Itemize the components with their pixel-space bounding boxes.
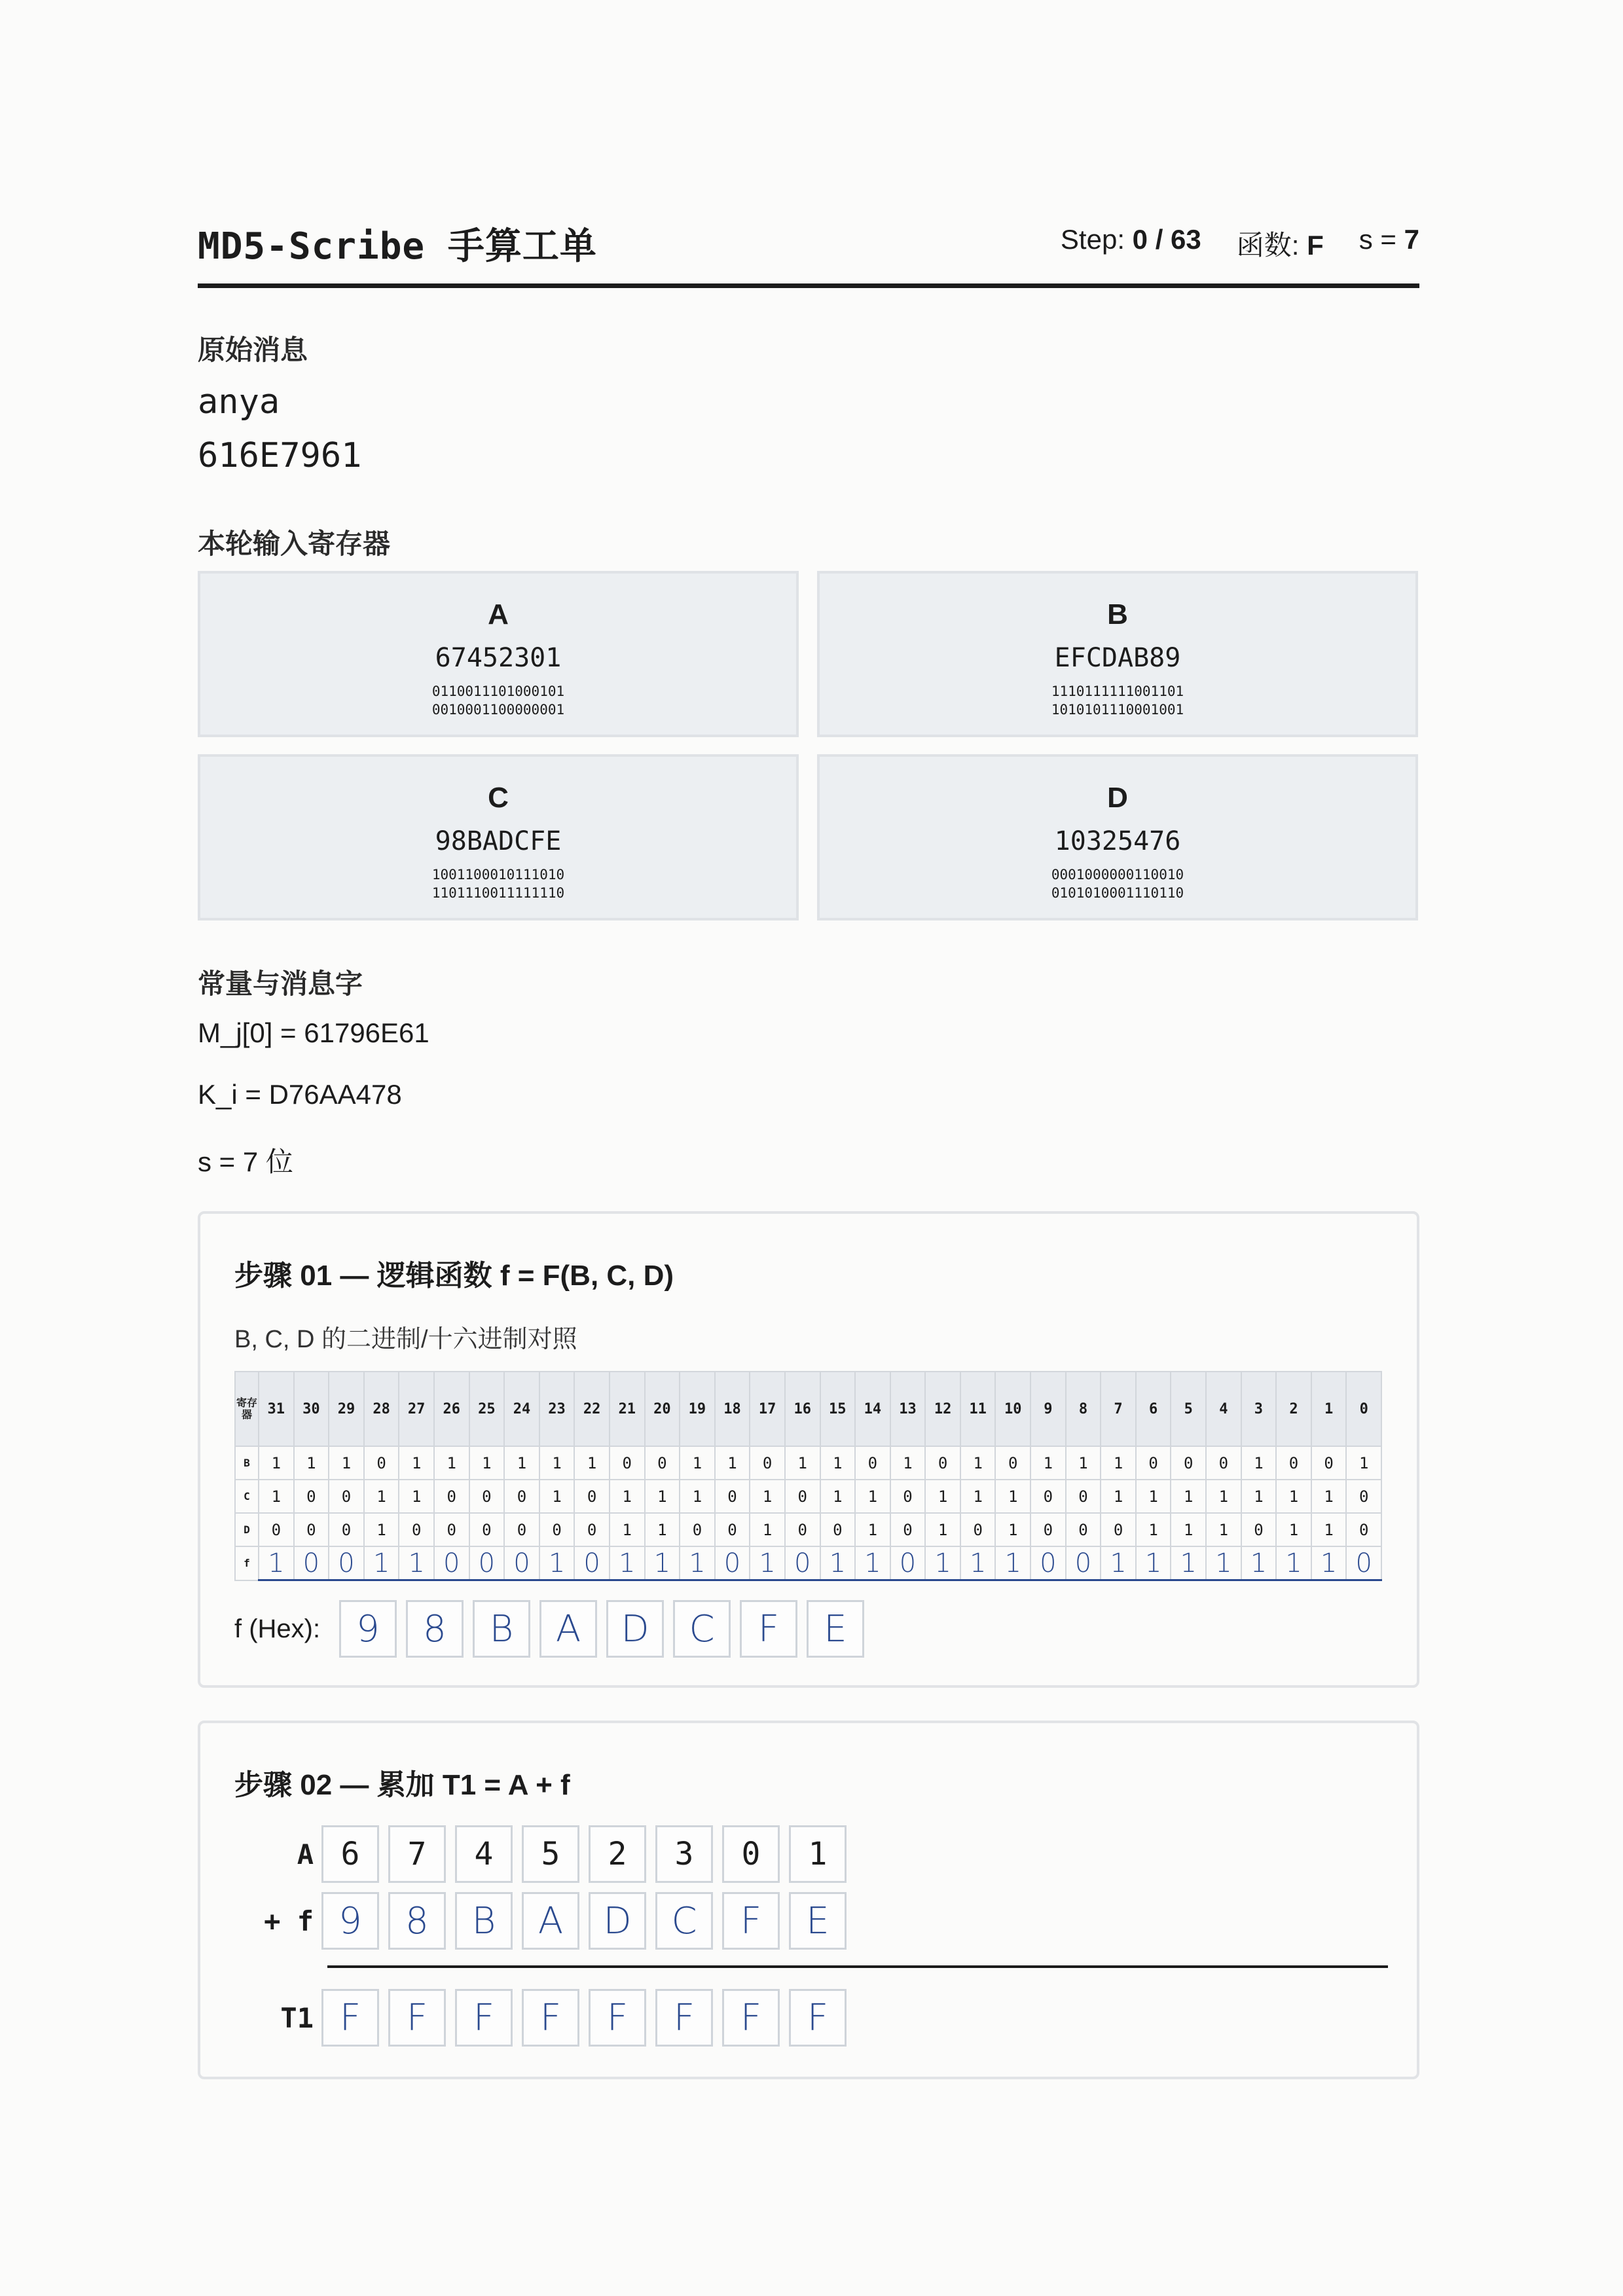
bit-cell: 0 <box>434 1480 469 1513</box>
f-bit-cell[interactable]: 1 <box>364 1546 399 1580</box>
bit-cell: 0 <box>715 1513 750 1546</box>
bit-position-header: 17 <box>750 1372 785 1446</box>
round-constant: K_i = D76AA478 <box>198 1079 402 1110</box>
message-text: anya <box>198 382 280 422</box>
register-hex: EFCDAB89 <box>1054 643 1181 673</box>
f-digit-box[interactable]: B <box>455 1892 513 1950</box>
bit-cell: 0 <box>329 1513 364 1546</box>
f-bit-cell[interactable]: 0 <box>504 1546 539 1580</box>
bit-cell: 0 <box>820 1513 856 1546</box>
addend-f-label: + f <box>264 1904 314 1937</box>
register-name: B <box>1107 598 1128 630</box>
bit-position-header: 20 <box>645 1372 680 1446</box>
result-t1-label: T1 <box>280 2001 314 2034</box>
t1-digit-box[interactable]: F <box>455 1989 513 2047</box>
bit-cell: 1 <box>1171 1513 1206 1546</box>
f-hex-digit-box[interactable]: D <box>606 1600 664 1658</box>
bit-position-header: 26 <box>434 1372 469 1446</box>
step-1-title: 步骤 01 — 逻辑函数 f = F(B, C, D) <box>234 1260 674 1292</box>
f-digit-box[interactable]: 9 <box>321 1892 379 1950</box>
shift-indicator: s = 7 <box>1359 224 1419 255</box>
bit-position-header: 13 <box>890 1372 926 1446</box>
bit-cell: 1 <box>1136 1513 1171 1546</box>
bit-position-header: 3 <box>1241 1372 1277 1446</box>
f-bit-cell[interactable]: 0 <box>329 1546 364 1580</box>
bit-position-header: 5 <box>1171 1372 1206 1446</box>
register-name: C <box>488 782 509 814</box>
bit-position-header: 25 <box>469 1372 505 1446</box>
bit-position-header: 8 <box>1066 1372 1101 1446</box>
bit-position-header: 21 <box>610 1372 645 1446</box>
bit-position-header: 18 <box>715 1372 750 1446</box>
f-bit-cell[interactable]: 1 <box>259 1546 294 1580</box>
bit-row-label: B <box>235 1446 259 1480</box>
f-digit-box[interactable]: E <box>789 1892 847 1950</box>
bit-cell: 1 <box>399 1480 434 1513</box>
bit-position-header: 10 <box>995 1372 1030 1446</box>
bit-cell: 1 <box>960 1480 996 1513</box>
addend-a-row <box>200 1825 856 1883</box>
bit-cell: 0 <box>469 1480 505 1513</box>
bit-cell: 1 <box>855 1513 890 1546</box>
f-bit-cell[interactable]: 1 <box>539 1546 575 1580</box>
f-hex-label: f (Hex): <box>234 1614 321 1643</box>
f-bit-cell[interactable]: 1 <box>1136 1546 1171 1580</box>
sum-rule <box>327 1965 1388 1968</box>
bit-cell: 1 <box>259 1480 294 1513</box>
message-label: 原始消息 <box>198 335 308 365</box>
f-bit-cell[interactable]: 1 <box>1206 1546 1241 1580</box>
f-digit-box[interactable]: F <box>722 1892 780 1950</box>
bit-position-header: 14 <box>855 1372 890 1446</box>
header <box>198 215 1419 288</box>
bit-cell: 1 <box>645 1480 680 1513</box>
bit-position-header: 27 <box>399 1372 434 1446</box>
bit-cell: 0 <box>574 1480 610 1513</box>
bit-cell: 0 <box>1030 1513 1066 1546</box>
bit-cell: 1 <box>820 1480 856 1513</box>
bit-cell: 0 <box>294 1480 329 1513</box>
f-bit-cell[interactable]: 0 <box>469 1546 505 1580</box>
bit-cell: 1 <box>1311 1480 1347 1513</box>
bit-cell: 0 <box>785 1513 820 1546</box>
function-indicator: 函数: F <box>1236 230 1324 261</box>
step-2-title: 步骤 02 — 累加 T1 = A + f <box>234 1769 570 1801</box>
bit-cell: 0 <box>715 1480 750 1513</box>
bit-cell: 0 <box>960 1513 996 1546</box>
register-hex: 98BADCFE <box>435 826 562 856</box>
bit-position-header: 24 <box>504 1372 539 1446</box>
register-hex: 67452301 <box>435 643 562 673</box>
bit-cell: 1 <box>750 1480 785 1513</box>
a-digit-box: 7 <box>388 1825 446 1883</box>
bit-cell: 1 <box>1030 1446 1066 1480</box>
f-bit-cell[interactable]: 0 <box>294 1546 329 1580</box>
f-bit-cell[interactable]: 1 <box>399 1546 434 1580</box>
bit-cell: 1 <box>1101 1480 1136 1513</box>
f-hex-digit-box[interactable]: 8 <box>406 1600 464 1658</box>
t1-digit-box[interactable]: F <box>722 1989 780 2047</box>
f-hex-digit-box[interactable]: C <box>673 1600 731 1658</box>
a-digit-box: 0 <box>722 1825 780 1883</box>
bit-cell: 1 <box>995 1480 1030 1513</box>
bit-cell: 1 <box>574 1446 610 1480</box>
bit-cell: 0 <box>504 1480 539 1513</box>
f-bit-cell[interactable]: 1 <box>820 1546 856 1580</box>
message-word: M_j[0] = 61796E61 <box>198 1017 429 1048</box>
bit-cell: 0 <box>1346 1480 1381 1513</box>
bit-cell: 1 <box>364 1513 399 1546</box>
bit-cell: 0 <box>890 1480 926 1513</box>
bit-cell: 0 <box>1136 1446 1171 1480</box>
t1-digit-box[interactable]: F <box>655 1989 713 2047</box>
a-digit-box: 1 <box>789 1825 847 1883</box>
f-hex-digit-box[interactable]: 9 <box>339 1600 397 1658</box>
bit-cell: 1 <box>434 1446 469 1480</box>
bit-cell: 1 <box>539 1480 575 1513</box>
bit-cell: 1 <box>1206 1513 1241 1546</box>
corner-label: 寄存器 <box>235 1372 259 1446</box>
f-bit-cell[interactable]: 0 <box>1030 1546 1066 1580</box>
a-digit-box: 6 <box>321 1825 379 1883</box>
constants-label: 常量与消息字 <box>198 968 363 999</box>
addend-a-label: A <box>297 1838 314 1870</box>
bit-cell: 0 <box>995 1446 1030 1480</box>
bit-cell: 0 <box>399 1513 434 1546</box>
bit-cell: 0 <box>1206 1446 1241 1480</box>
f-bit-cell[interactable]: 1 <box>855 1546 890 1580</box>
bit-row-label: C <box>235 1480 259 1513</box>
step-2-card <box>198 1721 1419 2079</box>
bit-position-header: 12 <box>925 1372 960 1446</box>
f-digit-box[interactable]: A <box>522 1892 579 1950</box>
bit-cell: 0 <box>680 1513 715 1546</box>
bit-position-header: 29 <box>329 1372 364 1446</box>
bit-position-header: 31 <box>259 1372 294 1446</box>
bit-position-header: 30 <box>294 1372 329 1446</box>
t1-digit-box[interactable]: F <box>388 1989 446 2047</box>
bit-position-header: 1 <box>1311 1372 1347 1446</box>
bit-position-header: 6 <box>1136 1372 1171 1446</box>
register-hex: 10325476 <box>1054 826 1181 856</box>
bit-position-header: 22 <box>574 1372 610 1446</box>
bit-cell: 0 <box>434 1513 469 1546</box>
bit-cell: 0 <box>785 1480 820 1513</box>
bit-cell: 1 <box>1241 1446 1277 1480</box>
bit-position-header: 2 <box>1276 1372 1311 1446</box>
register-binary: 1001100010111010 1101110011111110 <box>431 867 565 901</box>
bit-cell: 1 <box>995 1513 1030 1546</box>
bit-cell: 1 <box>610 1513 645 1546</box>
f-bit-cell[interactable]: 0 <box>1346 1546 1381 1580</box>
f-bit-cell[interactable]: 1 <box>925 1546 960 1580</box>
bit-cell: 0 <box>469 1513 505 1546</box>
bit-cell: 0 <box>259 1513 294 1546</box>
f-bit-cell[interactable]: 0 <box>785 1546 820 1580</box>
bit-cell: 1 <box>1276 1513 1311 1546</box>
f-bit-cell[interactable]: 1 <box>1276 1546 1311 1580</box>
bit-cell: 0 <box>1241 1513 1277 1546</box>
f-digit-box[interactable]: C <box>655 1892 713 1950</box>
a-digit-box: 2 <box>589 1825 646 1883</box>
bit-cell: 0 <box>1346 1513 1381 1546</box>
register-name: D <box>1107 782 1128 814</box>
bit-position-header: 7 <box>1101 1372 1136 1446</box>
bit-cell: 1 <box>855 1480 890 1513</box>
bit-cell: 1 <box>1346 1446 1381 1480</box>
bit-row-d <box>235 1513 1381 1546</box>
bit-position-header: 4 <box>1206 1372 1241 1446</box>
bit-cell: 0 <box>539 1513 575 1546</box>
shift-amount: s = 7 位 <box>198 1146 293 1177</box>
step-1-subtitle: B, C, D 的二进制/十六进制对照 <box>234 1326 577 1353</box>
bit-cell: 1 <box>1241 1480 1277 1513</box>
register-binary: 1110111111001101 1010101110001001 <box>1051 683 1184 718</box>
bit-cell: 1 <box>820 1446 856 1480</box>
register-a-card <box>198 571 799 737</box>
step-1-card <box>198 1211 1419 1688</box>
bit-table <box>234 1371 1382 1581</box>
t1-digit-box[interactable]: F <box>321 1989 379 2047</box>
bit-cell: 1 <box>504 1446 539 1480</box>
bit-cell: 1 <box>890 1446 926 1480</box>
f-bit-cell[interactable]: 0 <box>890 1546 926 1580</box>
f-hex-row <box>234 1600 873 1658</box>
f-bit-cell[interactable]: 0 <box>434 1546 469 1580</box>
bit-position-header: 15 <box>820 1372 856 1446</box>
bit-cell: 1 <box>1311 1513 1347 1546</box>
header-meta <box>1061 224 1419 263</box>
worksheet-title: MD5-Scribe 手算工单 <box>198 225 597 268</box>
f-bit-cell[interactable]: 0 <box>1066 1546 1101 1580</box>
bit-cell: 1 <box>925 1513 960 1546</box>
bit-cell: 1 <box>1276 1480 1311 1513</box>
bit-cell: 0 <box>1066 1513 1101 1546</box>
register-b-card <box>817 571 1418 737</box>
bit-position-header: 23 <box>539 1372 575 1446</box>
f-bit-cell[interactable]: 1 <box>750 1546 785 1580</box>
bit-cell: 0 <box>364 1446 399 1480</box>
bit-row-label: f <box>235 1546 259 1580</box>
bit-cell: 0 <box>1311 1446 1347 1480</box>
t1-digit-box[interactable]: F <box>522 1989 579 2047</box>
bit-row-f <box>235 1546 1381 1580</box>
f-bit-cell[interactable]: 1 <box>995 1546 1030 1580</box>
f-digit-box[interactable]: D <box>589 1892 646 1950</box>
bit-position-header: 9 <box>1030 1372 1066 1446</box>
bit-cell: 0 <box>294 1513 329 1546</box>
bit-position-header: 19 <box>680 1372 715 1446</box>
step-indicator: Step: 0 / 63 <box>1060 224 1201 255</box>
f-hex-digit-box[interactable]: B <box>473 1600 530 1658</box>
f-bit-cell[interactable]: 1 <box>1311 1546 1347 1580</box>
bit-row-c <box>235 1480 1381 1513</box>
f-bit-cell[interactable]: 1 <box>645 1546 680 1580</box>
f-bit-cell[interactable]: 0 <box>715 1546 750 1580</box>
bit-cell: 1 <box>399 1446 434 1480</box>
bit-cell: 1 <box>329 1446 364 1480</box>
bit-cell: 1 <box>1101 1446 1136 1480</box>
bit-cell: 1 <box>750 1513 785 1546</box>
bit-cell: 1 <box>960 1446 996 1480</box>
bit-cell: 1 <box>259 1446 294 1480</box>
bit-cell: 1 <box>1136 1480 1171 1513</box>
result-t1-row <box>200 1989 856 2047</box>
bit-cell: 1 <box>469 1446 505 1480</box>
bit-cell: 0 <box>750 1446 785 1480</box>
bit-cell: 0 <box>1066 1480 1101 1513</box>
f-bit-cell[interactable]: 1 <box>1241 1546 1277 1580</box>
f-hex-digit-box[interactable]: A <box>539 1600 597 1658</box>
bit-cell: 1 <box>645 1513 680 1546</box>
f-bit-cell[interactable]: 1 <box>1101 1546 1136 1580</box>
bit-position-header: 28 <box>364 1372 399 1446</box>
bit-row-b <box>235 1446 1381 1480</box>
f-bit-cell[interactable]: 1 <box>960 1546 996 1580</box>
bit-cell: 1 <box>610 1480 645 1513</box>
bit-position-header: 16 <box>785 1372 820 1446</box>
bit-cell: 0 <box>329 1480 364 1513</box>
register-d-card <box>817 754 1418 920</box>
f-digit-box[interactable]: 8 <box>388 1892 446 1950</box>
registers-label: 本轮输入寄存器 <box>198 528 391 559</box>
bit-cell: 1 <box>680 1480 715 1513</box>
f-bit-cell[interactable]: 1 <box>680 1546 715 1580</box>
addend-f-row <box>200 1892 856 1950</box>
message-hex: 616E7961 <box>198 436 362 475</box>
bit-cell: 1 <box>539 1446 575 1480</box>
register-c-card <box>198 754 799 920</box>
bit-row-label: D <box>235 1513 259 1546</box>
bit-position-header: 11 <box>960 1372 996 1446</box>
a-digit-box: 3 <box>655 1825 713 1883</box>
register-binary: 0001000000110010 0101010001110110 <box>1051 867 1184 901</box>
bit-position-header: 0 <box>1346 1372 1381 1446</box>
register-binary: 0110011101000101 0010001100000001 <box>431 683 565 718</box>
a-digit-box: 4 <box>455 1825 513 1883</box>
f-bit-cell[interactable]: 0 <box>574 1546 610 1580</box>
bit-cell: 1 <box>294 1446 329 1480</box>
bit-cell: 1 <box>785 1446 820 1480</box>
register-name: A <box>488 598 509 630</box>
a-digit-box: 5 <box>522 1825 579 1883</box>
f-bit-cell[interactable]: 1 <box>610 1546 645 1580</box>
bit-cell: 1 <box>1171 1480 1206 1513</box>
bit-cell: 0 <box>1101 1513 1136 1546</box>
f-bit-cell[interactable]: 1 <box>1171 1546 1206 1580</box>
bit-cell: 0 <box>855 1446 890 1480</box>
bit-cell: 0 <box>890 1513 926 1546</box>
bit-cell: 1 <box>1206 1480 1241 1513</box>
bit-cell: 1 <box>715 1446 750 1480</box>
bit-cell: 1 <box>680 1446 715 1480</box>
bit-cell: 0 <box>1276 1446 1311 1480</box>
bit-cell: 0 <box>504 1513 539 1546</box>
bit-cell: 0 <box>1030 1480 1066 1513</box>
bit-cell: 0 <box>574 1513 610 1546</box>
t1-digit-box[interactable]: F <box>589 1989 646 2047</box>
t1-digit-box[interactable]: F <box>789 1989 847 2047</box>
bit-cell: 0 <box>1171 1446 1206 1480</box>
bit-cell: 0 <box>925 1446 960 1480</box>
f-hex-digit-box[interactable]: F <box>740 1600 797 1658</box>
bit-cell: 0 <box>610 1446 645 1480</box>
bit-cell: 1 <box>364 1480 399 1513</box>
f-hex-digit-box[interactable]: E <box>807 1600 864 1658</box>
bit-cell: 1 <box>1066 1446 1101 1480</box>
bit-cell: 0 <box>645 1446 680 1480</box>
bit-cell: 1 <box>925 1480 960 1513</box>
